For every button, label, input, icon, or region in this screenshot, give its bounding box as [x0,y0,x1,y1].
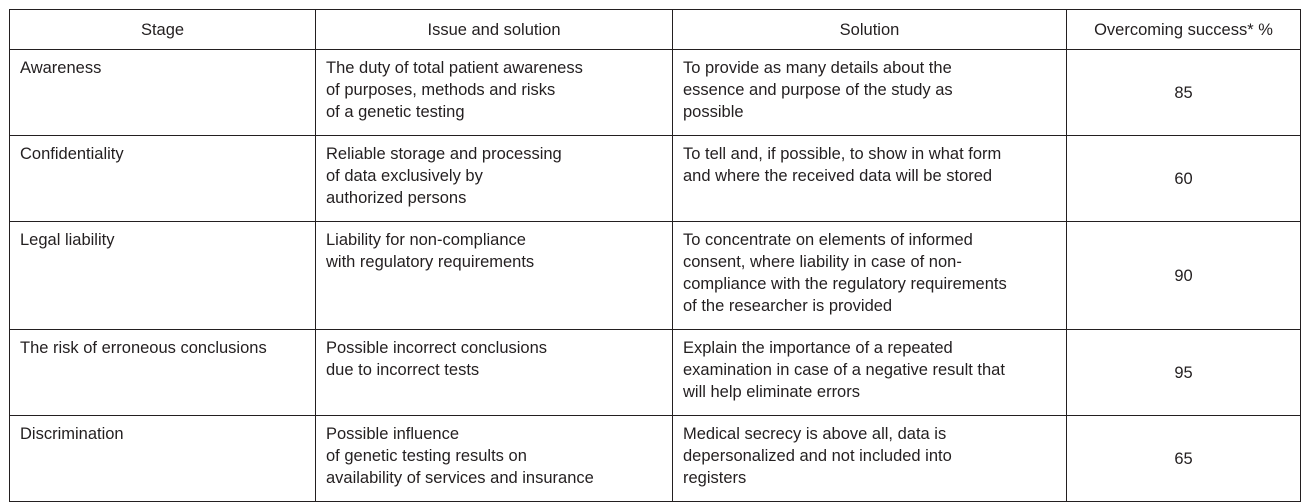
solution-line: will help eliminate errors [683,383,860,401]
table-row [10,136,1301,222]
solution-line: depersonalized and not included into [683,447,952,465]
success-cell: 85 [1067,50,1301,136]
issue-cell [316,416,673,502]
solution-line: To concentrate on elements of informed [683,231,973,249]
issue-line: Liability for non-compliance [326,231,526,249]
solution-cell [673,222,1067,330]
issue-cell [316,136,673,222]
issue-line: Reliable storage and processing [326,145,562,163]
issue-cell [316,222,673,330]
solution-line: consent, where liability in case of non- [683,253,962,271]
table-row [10,222,1301,330]
header-issue: Issue and solution [316,10,673,50]
solution-line: registers [683,469,747,487]
success-cell: 60 [1067,136,1301,222]
stage-cell: Confidentiality [10,136,316,222]
issue-line: availability of services and insurance [326,469,594,487]
solution-line: Medical secrecy is above all, data is [683,425,947,443]
table-container [9,9,1301,502]
issue-line: of purposes, methods and risks [326,81,556,99]
solution-line: of the researcher is provided [683,297,893,315]
table-body [10,50,1301,502]
solution-line: possible [683,103,744,121]
table-row [10,330,1301,416]
solution-line: Explain the importance of a repeated [683,339,953,357]
issue-line: with regulatory requirements [326,253,535,271]
success-cell: 90 [1067,222,1301,330]
issue-line: of genetic testing results on [326,447,527,465]
solution-line: To tell and, if possible, to show in what form [683,145,1002,163]
issue-line: of data exclusively by [326,167,483,185]
issue-line: The duty of total patient awareness [326,59,583,77]
genetic-testing-issues-table [9,9,1301,502]
table-row [10,50,1301,136]
success-cell: 95 [1067,330,1301,416]
issue-line: of a genetic testing [326,103,465,121]
header-stage: Stage [10,10,316,50]
solution-cell [673,50,1067,136]
stage-cell: Awareness [10,50,316,136]
header-row [10,10,1301,50]
table-row [10,416,1301,502]
issue-line: Possible influence [326,425,459,443]
issue-cell [316,50,673,136]
solution-cell [673,330,1067,416]
header-success: Overcoming success* % [1067,10,1301,50]
header-solution: Solution [673,10,1067,50]
issue-line: due to incorrect tests [326,361,480,379]
stage-cell: The risk of erroneous conclusions [10,330,316,416]
solution-line: and where the received data will be stored [683,167,993,185]
solution-line: examination in case of a negative result that [683,361,1005,379]
table-header [10,10,1301,50]
issue-line: Possible incorrect conclusions [326,339,548,357]
solution-line: To provide as many details about the [683,59,952,77]
success-cell: 65 [1067,416,1301,502]
solution-cell [673,416,1067,502]
stage-cell: Discrimination [10,416,316,502]
stage-cell: Legal liability [10,222,316,330]
solution-cell [673,136,1067,222]
issue-cell [316,330,673,416]
solution-line: essence and purpose of the study as [683,81,953,99]
issue-line: authorized persons [326,189,467,207]
solution-line: compliance with the regulatory requirements [683,275,1007,293]
